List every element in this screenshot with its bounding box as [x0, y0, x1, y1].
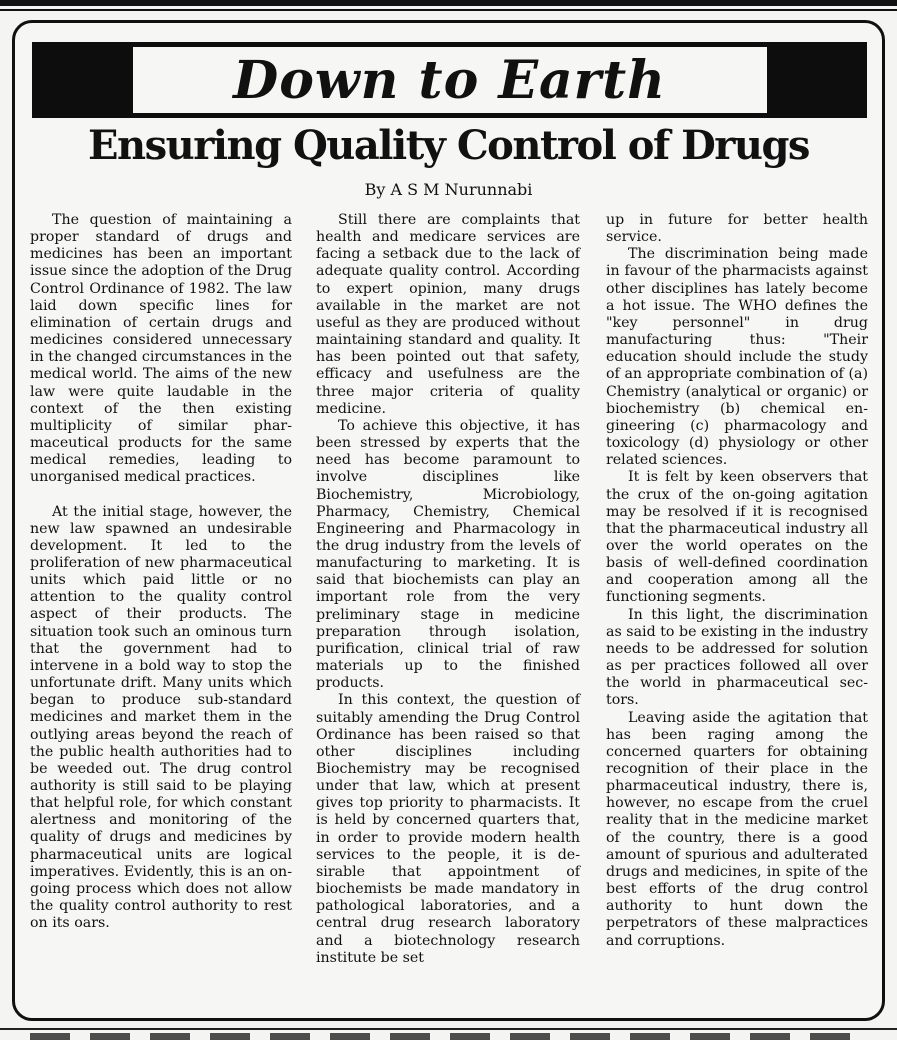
top-rule [0, 0, 897, 6]
bottom-rule [0, 1028, 897, 1030]
cropped-text-fragment [30, 1033, 850, 1040]
top-rule-thin [0, 9, 897, 11]
paragraph: To achieve this objective, it has been stressed by experts that the need has become paramount to involve disciplines like Biochemistry, Microbiology, Pharmacy, Chemistry, Chemical Engineering and Pharmacology in the drug industry from the levels of manufacturing to marketing. It is said that biochemists can play an important role from the very preliminary stage in medicine preparation through isolation, purification, clinical trial of raw materials up to the finished products. [316, 417, 580, 692]
column-1 [30, 212, 292, 932]
section-banner [32, 42, 867, 118]
paragraph: Leaving aside the agitation that has been raging among the concerned quarters for obtaining recognition of their place in the pharmaceutical industry, there is, however, no escape from the cruel reality that in the medicine market of the country, there is a good amount of spurious and adulterated drugs and medicines, in spite of the best efforts of the drug control authority to hunt down the perpetrators of these malpractices and corruptions. [606, 709, 868, 949]
paragraph: Still there are complaints that health and medicare services are facing a setback due to the lack of adequate quality control. According to expert opinion, many drugs available in the market are not useful as they are produced without maintaining standard and quality. It has been pointed out that safety, efficacy and usefulness are the three major criteria of quality medicine. [316, 212, 580, 417]
byline: By A S M Nurunnabi [364, 180, 533, 199]
column-3 [606, 212, 868, 950]
paragraph: In this light, the discrimination as said to be existing in the industry needs to be addressed for solution as per practices followed all over the world in pharmaceutical sectors. [606, 606, 868, 709]
headline: Ensuring Quality Control of Drugs [88, 122, 809, 169]
column-2 [316, 212, 580, 967]
paragraph: The discrimination being made in favour of the pharmacists against other disciplines has lately become a hot issue. The WHO defines the "key personnel" in drug manufacturing thus: "Their education should include the study of an appropriate combination of (a) Chemistry (analytical or organic) or biochemistry (b) chemical engineering (c) pharmacology and toxicology (d) physiology or other related sciences. [606, 246, 868, 469]
section-title: Down to Earth [233, 49, 666, 111]
section-banner-panel [133, 47, 767, 113]
paragraph: The question of maintaining a proper standard of drugs and medicines has been an important issue since the adoption of the Drug Control Ordinance of 1982. The law laid down specific lines for elimination of certain drugs and medicines considered unnecessary in the changed circumstances in the medical world. The aims of the new law were quite laudable in the context of the then existing multiplicity of similar pharmaceutical products for the same medical remedies, leading to unorganised medical practices. [30, 212, 292, 486]
paragraph: It is felt by keen observers that the crux of the on-going agitation may be resolved if it is recognised that the pharmaceutical industry all over the world operates on the basis of well-defined coordination and cooperation among all the functioning segments. [606, 469, 868, 606]
paragraph: In this context, the question of suitably amending the Drug Control Ordinance has been raised so that other disciplines including Biochemistry may be recognised under that law, which at present gives top priority to pharmacists. It is held by concerned quarters that, in order to provide modern health services to the people, it is desirable that appointment of biochemists be made mandatory in pathological laboratories, and a central drug research laboratory and a biotechnology research institute be set [316, 692, 580, 966]
paragraph: At the initial stage, however, the new law spawned an undesirable development. It led to the proliferation of new pharmaceutical units which paid little or no attention to the quality control aspect of their products. The situation took such an ominous turn that the government had to intervene in a bold way to stop the unfortunate drift. Many units which began to produce sub-standard medicines and market them in the outlying areas beyond the reach of the public health authorities had to be weeded out. The drug control authority is still said to be playing that helpful role, for which constant alertness and monitoring of the quality of drugs and medicines by pharmaceutical units are logical imperatives. Evidently, this is an on-going process which does not allow the quality control authority to rest on its oars. [30, 503, 292, 932]
paragraph: up in future for better health service. [606, 212, 868, 246]
